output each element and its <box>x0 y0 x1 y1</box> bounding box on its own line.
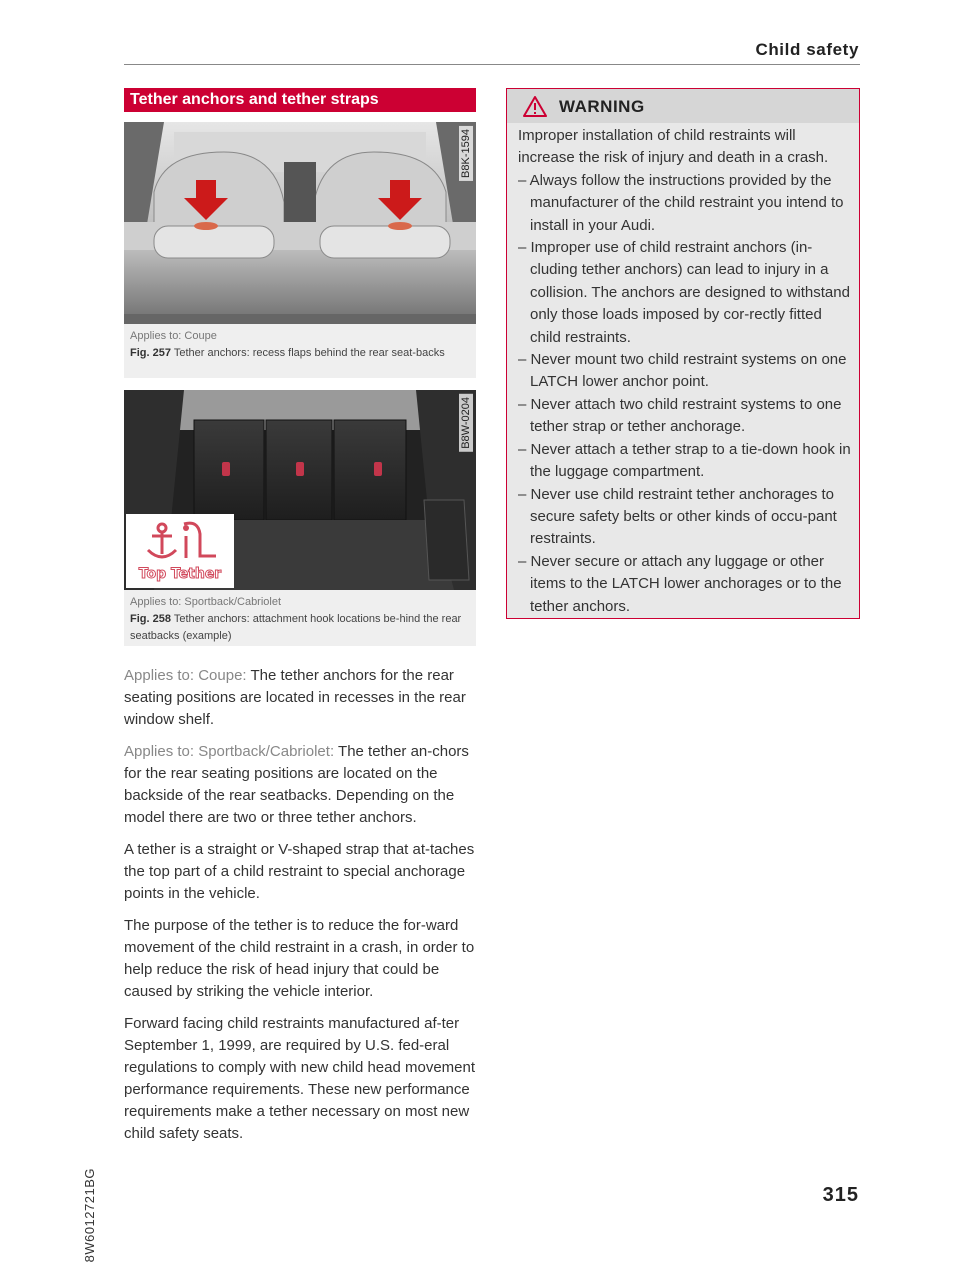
figure-257-image-code: B8K-1594 <box>459 126 473 181</box>
figure-257-applies: Applies to: Coupe <box>130 330 217 342</box>
body-paragraph-1: Applies to: Coupe: The tether anchors for the rear seating positions are located in recesses in the rear window shelf. <box>124 667 466 728</box>
warning-item: – Never attach two child restraint systems to one tether strap or tether anchorage. <box>518 395 842 436</box>
warning-intro: Improper installation of child restraints will increase the risk of injury and death in a crash. <box>518 127 829 167</box>
child-seat-anchor-icon <box>126 514 234 570</box>
figure-258 <box>124 390 476 646</box>
figure-257-caption-text: Tether anchors: recess flaps behind the rear seat-backs <box>173 347 445 359</box>
warning-box <box>506 88 860 619</box>
figure-258-caption-text: Tether anchors: attachment hook locations be-hind the rear seatbacks (example) <box>130 613 462 642</box>
body-paragraph-4: The purpose of the tether is to reduce the for-ward movement of the child restraint in a crash, in order to help reduce the risk of head injury that could be caused by striking the vehicle interior. <box>124 917 475 1000</box>
figure-258-caption <box>130 594 470 645</box>
header-rule <box>124 64 860 65</box>
body-paragraph-3: A tether is a straight or V-shaped strap that at-taches the top part of a child restraint to special anchorage points in the vehicle. <box>124 841 475 902</box>
body-text <box>124 665 480 1155</box>
applies-coupe: Applies to: Coupe: <box>124 667 247 684</box>
warning-item: – Always follow the instructions provided by the manufacturer of the child restraint you intend to install in your Audi. <box>518 171 844 234</box>
page-number: 315 <box>822 1184 859 1206</box>
figure-258-image <box>124 390 476 590</box>
warning-title: WARNING <box>559 97 645 116</box>
section-heading: Tether anchors and tether straps <box>124 88 476 112</box>
warning-item: – Never attach a tether strap to a tie-down hook in the luggage compartment. <box>518 440 851 481</box>
coupe-rear-shelf-illustration <box>124 122 476 324</box>
warning-item: – Never use child restraint tether anchorages to secure safety belts or other kinds of occu-pant restraints. <box>518 485 837 548</box>
warning-item: – Improper use of child restraint anchors (in-cluding tether anchors) can lead to injury in a collision. The anchors are designed to withstand only those loads imposed by cor-rectly fitted child restraints. <box>518 239 850 346</box>
warning-item: – Never secure or attach any luggage or other items to the LATCH lower anchorages or to the tether anchors. <box>518 552 842 615</box>
figure-258-image-code: B8W-0204 <box>459 394 473 452</box>
body-paragraph-5: Forward facing child restraints manufactured af-ter September 1, 1999, are required by U.S. fed-eral regulations to comply with new child head movement performance requirements. These new performance requirements make a tether necessary on most new child safety seats. <box>124 1015 476 1142</box>
document-code: 8W6012721BG <box>82 1168 97 1262</box>
figure-258-label: Fig. 258 <box>130 613 171 625</box>
figure-257 <box>124 122 476 378</box>
page-header-title: Child safety <box>755 40 859 59</box>
top-tether-badge <box>126 514 234 588</box>
warning-body <box>518 125 856 618</box>
body-paragraph-2: Applies to: Sportback/Cabriolet: The tether an-chors for the rear seating positions are located on the backside of the rear seatbacks. Depending on the model there are two or three tether anchors. <box>124 743 469 826</box>
figure-257-label: Fig. 257 <box>130 347 171 359</box>
warning-triangle-icon <box>523 95 547 117</box>
applies-sportback: Applies to: Sportback/Cabriolet: <box>124 743 335 760</box>
figure-257-image <box>124 122 476 324</box>
figure-258-applies: Applies to: Sportback/Cabriolet <box>130 596 282 608</box>
warning-header <box>507 89 859 123</box>
warning-list <box>518 170 856 618</box>
figure-257-caption <box>130 328 470 362</box>
top-tether-label: Top Tether <box>138 566 222 582</box>
warning-item: – Never mount two child restraint systems on one LATCH lower anchor point. <box>518 351 847 391</box>
